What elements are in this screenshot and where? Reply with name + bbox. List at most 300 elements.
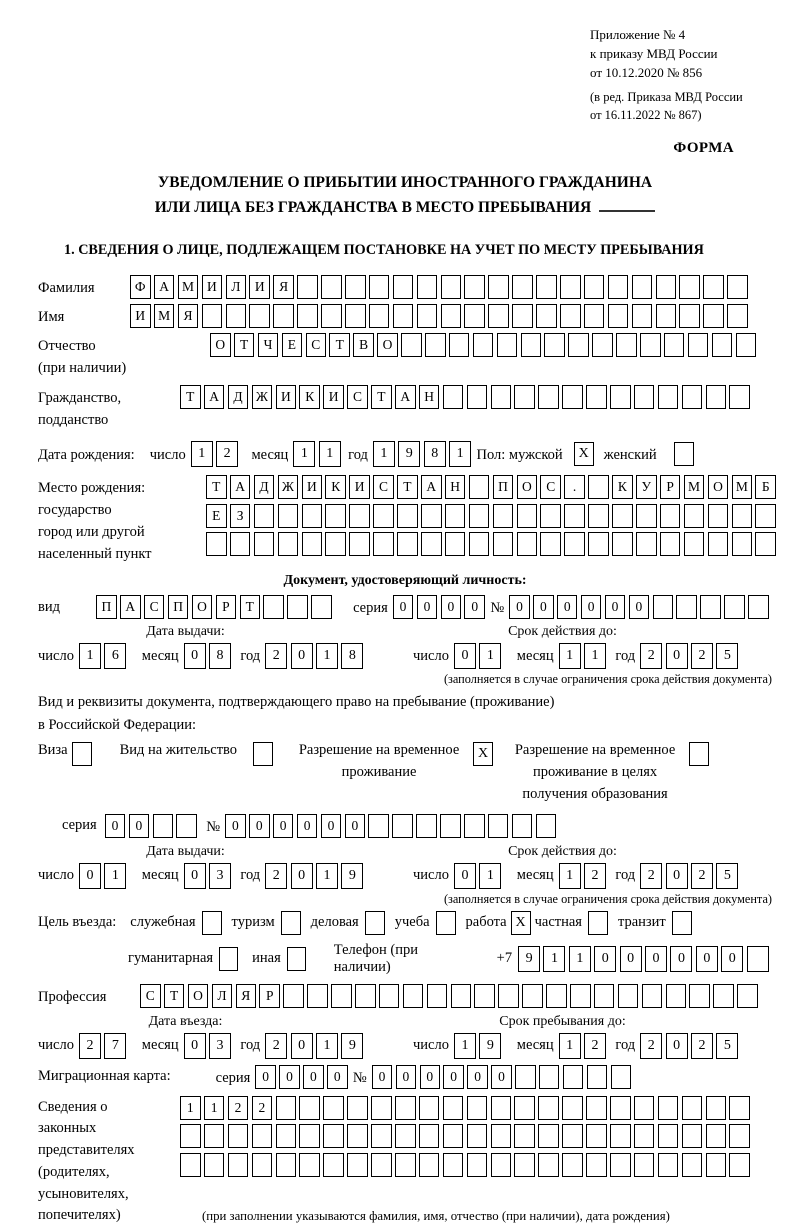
char-cell[interactable]: Ж xyxy=(278,475,299,499)
checkbox-tourism[interactable] xyxy=(281,911,301,935)
char-cell[interactable]: 8 xyxy=(424,441,446,467)
char-cell[interactable] xyxy=(204,1153,225,1177)
char-cell[interactable]: О xyxy=(192,595,213,619)
char-cell[interactable] xyxy=(538,385,559,409)
char-cell[interactable] xyxy=(653,595,674,619)
char-cell[interactable] xyxy=(562,385,583,409)
char-cell[interactable] xyxy=(347,1096,368,1120)
char-cell[interactable]: 0 xyxy=(105,814,126,838)
char-cell[interactable]: 2 xyxy=(640,863,662,889)
char-cell[interactable] xyxy=(393,304,414,328)
char-cell[interactable] xyxy=(563,1065,584,1089)
char-cell[interactable] xyxy=(517,532,538,556)
char-cell[interactable] xyxy=(736,333,757,357)
char-cell[interactable] xyxy=(395,1124,416,1148)
char-cell[interactable]: П xyxy=(96,595,117,619)
char-cell[interactable]: 0 xyxy=(417,595,438,619)
char-cell[interactable]: 0 xyxy=(620,946,642,972)
char-cell[interactable] xyxy=(299,1124,320,1148)
char-cell[interactable] xyxy=(395,1096,416,1120)
char-cell[interactable] xyxy=(729,1096,750,1120)
char-cell[interactable]: К xyxy=(612,475,633,499)
char-cell[interactable] xyxy=(369,275,390,299)
char-cell[interactable] xyxy=(349,504,370,528)
char-cell[interactable]: К xyxy=(325,475,346,499)
char-cell[interactable]: 8 xyxy=(341,643,363,669)
char-cell[interactable] xyxy=(440,814,461,838)
char-cell[interactable]: 2 xyxy=(265,863,287,889)
char-cell[interactable]: О xyxy=(210,333,231,357)
char-cell[interactable] xyxy=(379,984,400,1008)
char-cell[interactable]: Б xyxy=(755,475,776,499)
char-cell[interactable] xyxy=(403,984,424,1008)
char-cell[interactable]: 0 xyxy=(291,643,313,669)
char-cell[interactable]: Р xyxy=(259,984,280,1008)
char-cell[interactable] xyxy=(473,333,494,357)
char-cell[interactable] xyxy=(546,984,567,1008)
char-cell[interactable] xyxy=(445,504,466,528)
char-cell[interactable] xyxy=(323,1124,344,1148)
char-cell[interactable] xyxy=(467,1124,488,1148)
char-cell[interactable]: 0 xyxy=(605,595,626,619)
checkbox-residence-permit[interactable] xyxy=(253,742,273,766)
char-cell[interactable] xyxy=(592,333,613,357)
char-cell[interactable] xyxy=(632,275,653,299)
char-cell[interactable] xyxy=(347,1153,368,1177)
char-cell[interactable]: 0 xyxy=(581,595,602,619)
char-cell[interactable]: С xyxy=(540,475,561,499)
char-cell[interactable]: И xyxy=(130,304,151,328)
char-cell[interactable]: Е xyxy=(206,504,227,528)
char-cell[interactable] xyxy=(417,275,438,299)
char-cell[interactable]: Т xyxy=(164,984,185,1008)
char-cell[interactable]: А xyxy=(395,385,416,409)
char-cell[interactable]: 0 xyxy=(291,863,313,889)
char-cell[interactable] xyxy=(706,385,727,409)
char-cell[interactable] xyxy=(395,1153,416,1177)
char-cell[interactable]: Ч xyxy=(258,333,279,357)
char-cell[interactable] xyxy=(371,1096,392,1120)
char-cell[interactable] xyxy=(634,1096,655,1120)
char-cell[interactable]: 2 xyxy=(252,1096,273,1120)
char-cell[interactable] xyxy=(732,504,753,528)
char-cell[interactable] xyxy=(634,385,655,409)
char-cell[interactable]: . xyxy=(564,475,585,499)
char-cell[interactable]: 0 xyxy=(393,595,414,619)
char-cell[interactable] xyxy=(474,984,495,1008)
char-cell[interactable]: А xyxy=(204,385,225,409)
char-cell[interactable] xyxy=(347,1124,368,1148)
char-cell[interactable] xyxy=(321,275,342,299)
char-cell[interactable] xyxy=(299,1096,320,1120)
char-cell[interactable]: И xyxy=(202,275,223,299)
char-cell[interactable] xyxy=(682,1153,703,1177)
char-cell[interactable]: 0 xyxy=(670,946,692,972)
char-cell[interactable] xyxy=(562,1096,583,1120)
char-cell[interactable] xyxy=(539,1065,560,1089)
char-cell[interactable]: О xyxy=(188,984,209,1008)
char-cell[interactable] xyxy=(297,275,318,299)
char-cell[interactable] xyxy=(345,275,366,299)
char-cell[interactable]: 0 xyxy=(372,1065,393,1089)
char-cell[interactable] xyxy=(748,595,769,619)
char-cell[interactable]: 0 xyxy=(629,595,650,619)
char-cell[interactable]: 5 xyxy=(716,863,738,889)
char-cell[interactable]: 1 xyxy=(191,441,213,467)
char-cell[interactable] xyxy=(491,1124,512,1148)
char-cell[interactable] xyxy=(176,814,197,838)
char-cell[interactable] xyxy=(656,275,677,299)
char-cell[interactable] xyxy=(634,1124,655,1148)
char-cell[interactable] xyxy=(252,1153,273,1177)
char-cell[interactable]: 1 xyxy=(559,1033,581,1059)
char-cell[interactable] xyxy=(514,385,535,409)
checkbox-female[interactable] xyxy=(674,442,694,466)
char-cell[interactable] xyxy=(656,304,677,328)
char-cell[interactable] xyxy=(228,1124,249,1148)
char-cell[interactable] xyxy=(427,984,448,1008)
char-cell[interactable] xyxy=(724,595,745,619)
char-cell[interactable] xyxy=(491,1153,512,1177)
char-cell[interactable]: 1 xyxy=(479,863,501,889)
char-cell[interactable]: Л xyxy=(212,984,233,1008)
char-cell[interactable]: А xyxy=(230,475,251,499)
char-cell[interactable]: 0 xyxy=(297,814,318,838)
char-cell[interactable] xyxy=(586,1096,607,1120)
char-cell[interactable] xyxy=(755,504,776,528)
char-cell[interactable] xyxy=(445,532,466,556)
char-cell[interactable] xyxy=(586,1153,607,1177)
char-cell[interactable]: 9 xyxy=(341,863,363,889)
char-cell[interactable] xyxy=(371,1124,392,1148)
char-cell[interactable]: Я xyxy=(178,304,199,328)
char-cell[interactable] xyxy=(441,304,462,328)
char-cell[interactable]: С xyxy=(144,595,165,619)
char-cell[interactable] xyxy=(568,333,589,357)
char-cell[interactable]: Т xyxy=(206,475,227,499)
char-cell[interactable] xyxy=(706,1096,727,1120)
char-cell[interactable] xyxy=(611,1065,632,1089)
char-cell[interactable]: 6 xyxy=(104,643,126,669)
char-cell[interactable] xyxy=(682,1124,703,1148)
char-cell[interactable] xyxy=(323,1153,344,1177)
char-cell[interactable]: В xyxy=(353,333,374,357)
char-cell[interactable]: 3 xyxy=(209,1033,231,1059)
char-cell[interactable] xyxy=(467,1096,488,1120)
char-cell[interactable] xyxy=(421,504,442,528)
char-cell[interactable] xyxy=(464,814,485,838)
char-cell[interactable] xyxy=(610,385,631,409)
checkbox-male[interactable]: X xyxy=(574,442,594,466)
char-cell[interactable]: 2 xyxy=(691,643,713,669)
char-cell[interactable] xyxy=(397,532,418,556)
char-cell[interactable]: С xyxy=(373,475,394,499)
char-cell[interactable]: 1 xyxy=(180,1096,201,1120)
char-cell[interactable] xyxy=(538,1153,559,1177)
char-cell[interactable]: 0 xyxy=(273,814,294,838)
char-cell[interactable]: Т xyxy=(397,475,418,499)
char-cell[interactable]: 0 xyxy=(509,595,530,619)
char-cell[interactable] xyxy=(180,1153,201,1177)
char-cell[interactable] xyxy=(397,504,418,528)
char-cell[interactable] xyxy=(443,385,464,409)
char-cell[interactable]: 0 xyxy=(491,1065,512,1089)
char-cell[interactable] xyxy=(323,1096,344,1120)
char-cell[interactable]: 0 xyxy=(666,863,688,889)
char-cell[interactable] xyxy=(640,333,661,357)
char-cell[interactable]: Я xyxy=(273,275,294,299)
char-cell[interactable] xyxy=(747,946,769,972)
char-cell[interactable] xyxy=(443,1096,464,1120)
char-cell[interactable] xyxy=(325,532,346,556)
char-cell[interactable]: С xyxy=(140,984,161,1008)
char-cell[interactable] xyxy=(755,532,776,556)
char-cell[interactable]: 0 xyxy=(184,643,206,669)
char-cell[interactable] xyxy=(421,532,442,556)
char-cell[interactable] xyxy=(249,304,270,328)
char-cell[interactable] xyxy=(512,304,533,328)
char-cell[interactable] xyxy=(368,814,389,838)
char-cell[interactable] xyxy=(252,1124,273,1148)
char-cell[interactable] xyxy=(287,595,308,619)
char-cell[interactable] xyxy=(608,275,629,299)
char-cell[interactable] xyxy=(618,984,639,1008)
checkbox-private[interactable] xyxy=(588,911,608,935)
char-cell[interactable]: 1 xyxy=(373,441,395,467)
char-cell[interactable] xyxy=(564,504,585,528)
char-cell[interactable] xyxy=(373,532,394,556)
char-cell[interactable]: Я xyxy=(236,984,257,1008)
char-cell[interactable] xyxy=(393,275,414,299)
char-cell[interactable] xyxy=(560,304,581,328)
char-cell[interactable] xyxy=(493,504,514,528)
char-cell[interactable]: Е xyxy=(282,333,303,357)
char-cell[interactable] xyxy=(564,532,585,556)
char-cell[interactable] xyxy=(521,333,542,357)
char-cell[interactable] xyxy=(632,304,653,328)
char-cell[interactable] xyxy=(425,333,446,357)
char-cell[interactable]: М xyxy=(178,275,199,299)
char-cell[interactable]: А xyxy=(421,475,442,499)
char-cell[interactable] xyxy=(514,1153,535,1177)
char-cell[interactable] xyxy=(538,1124,559,1148)
char-cell[interactable] xyxy=(727,275,748,299)
char-cell[interactable] xyxy=(517,504,538,528)
char-cell[interactable] xyxy=(514,1124,535,1148)
char-cell[interactable] xyxy=(658,1124,679,1148)
char-cell[interactable] xyxy=(660,504,681,528)
char-cell[interactable] xyxy=(153,814,174,838)
char-cell[interactable] xyxy=(299,1153,320,1177)
char-cell[interactable] xyxy=(610,1096,631,1120)
char-cell[interactable] xyxy=(349,532,370,556)
checkbox-temp-residence-education[interactable] xyxy=(689,742,709,766)
char-cell[interactable]: 0 xyxy=(321,814,342,838)
char-cell[interactable]: Т xyxy=(371,385,392,409)
char-cell[interactable] xyxy=(278,504,299,528)
char-cell[interactable]: К xyxy=(299,385,320,409)
char-cell[interactable] xyxy=(491,1096,512,1120)
char-cell[interactable]: Р xyxy=(660,475,681,499)
char-cell[interactable] xyxy=(666,984,687,1008)
char-cell[interactable]: Л xyxy=(226,275,247,299)
char-cell[interactable] xyxy=(497,333,518,357)
char-cell[interactable] xyxy=(570,984,591,1008)
checkbox-visa[interactable] xyxy=(72,742,92,766)
char-cell[interactable] xyxy=(536,275,557,299)
char-cell[interactable]: И xyxy=(323,385,344,409)
char-cell[interactable] xyxy=(562,1153,583,1177)
char-cell[interactable]: 1 xyxy=(104,863,126,889)
char-cell[interactable]: 0 xyxy=(454,643,476,669)
char-cell[interactable] xyxy=(584,304,605,328)
char-cell[interactable] xyxy=(642,984,663,1008)
char-cell[interactable] xyxy=(302,532,323,556)
char-cell[interactable]: П xyxy=(168,595,189,619)
char-cell[interactable]: М xyxy=(684,475,705,499)
checkbox-work[interactable]: X xyxy=(511,911,531,935)
char-cell[interactable] xyxy=(180,1124,201,1148)
char-cell[interactable]: И xyxy=(302,475,323,499)
char-cell[interactable]: 2 xyxy=(584,863,606,889)
char-cell[interactable] xyxy=(682,1096,703,1120)
char-cell[interactable] xyxy=(276,1153,297,1177)
char-cell[interactable] xyxy=(684,532,705,556)
char-cell[interactable] xyxy=(729,1124,750,1148)
char-cell[interactable]: 7 xyxy=(104,1033,126,1059)
char-cell[interactable] xyxy=(684,504,705,528)
char-cell[interactable] xyxy=(491,385,512,409)
char-cell[interactable]: 1 xyxy=(543,946,565,972)
char-cell[interactable] xyxy=(729,385,750,409)
char-cell[interactable]: 0 xyxy=(279,1065,300,1089)
char-cell[interactable]: 2 xyxy=(265,1033,287,1059)
checkbox-humanitarian[interactable] xyxy=(219,947,238,971)
char-cell[interactable]: 0 xyxy=(255,1065,276,1089)
char-cell[interactable]: 0 xyxy=(454,863,476,889)
char-cell[interactable] xyxy=(584,275,605,299)
char-cell[interactable] xyxy=(729,1153,750,1177)
char-cell[interactable]: 1 xyxy=(569,946,591,972)
char-cell[interactable] xyxy=(276,1124,297,1148)
char-cell[interactable] xyxy=(512,814,533,838)
char-cell[interactable] xyxy=(498,984,519,1008)
char-cell[interactable] xyxy=(226,304,247,328)
char-cell[interactable]: 9 xyxy=(398,441,420,467)
char-cell[interactable] xyxy=(544,333,565,357)
char-cell[interactable] xyxy=(660,532,681,556)
char-cell[interactable]: Т xyxy=(180,385,201,409)
char-cell[interactable] xyxy=(610,1153,631,1177)
char-cell[interactable] xyxy=(634,1153,655,1177)
char-cell[interactable] xyxy=(658,1153,679,1177)
char-cell[interactable]: 1 xyxy=(559,863,581,889)
char-cell[interactable] xyxy=(540,504,561,528)
char-cell[interactable]: 2 xyxy=(691,1033,713,1059)
char-cell[interactable] xyxy=(658,1096,679,1120)
char-cell[interactable]: Д xyxy=(254,475,275,499)
char-cell[interactable] xyxy=(331,984,352,1008)
char-cell[interactable]: П xyxy=(493,475,514,499)
char-cell[interactable] xyxy=(443,1153,464,1177)
char-cell[interactable] xyxy=(451,984,472,1008)
char-cell[interactable] xyxy=(612,504,633,528)
char-cell[interactable] xyxy=(467,385,488,409)
char-cell[interactable] xyxy=(713,984,734,1008)
char-cell[interactable] xyxy=(636,532,657,556)
char-cell[interactable]: Н xyxy=(445,475,466,499)
char-cell[interactable] xyxy=(708,532,729,556)
char-cell[interactable] xyxy=(419,1153,440,1177)
char-cell[interactable] xyxy=(416,814,437,838)
char-cell[interactable] xyxy=(676,595,697,619)
char-cell[interactable]: 5 xyxy=(716,1033,738,1059)
char-cell[interactable] xyxy=(443,1124,464,1148)
char-cell[interactable]: 1 xyxy=(316,1033,338,1059)
char-cell[interactable]: 0 xyxy=(666,643,688,669)
char-cell[interactable] xyxy=(228,1153,249,1177)
char-cell[interactable]: О xyxy=(517,475,538,499)
char-cell[interactable] xyxy=(230,532,251,556)
char-cell[interactable]: 0 xyxy=(696,946,718,972)
char-cell[interactable]: 1 xyxy=(559,643,581,669)
char-cell[interactable]: 0 xyxy=(291,1033,313,1059)
char-cell[interactable] xyxy=(419,1124,440,1148)
char-cell[interactable] xyxy=(254,504,275,528)
char-cell[interactable] xyxy=(355,984,376,1008)
char-cell[interactable] xyxy=(392,814,413,838)
char-cell[interactable] xyxy=(515,1065,536,1089)
char-cell[interactable] xyxy=(594,984,615,1008)
char-cell[interactable]: 1 xyxy=(79,643,101,669)
char-cell[interactable] xyxy=(469,475,490,499)
char-cell[interactable]: 0 xyxy=(443,1065,464,1089)
char-cell[interactable]: А xyxy=(154,275,175,299)
char-cell[interactable]: 3 xyxy=(209,863,231,889)
char-cell[interactable]: 0 xyxy=(441,595,462,619)
char-cell[interactable]: И xyxy=(276,385,297,409)
char-cell[interactable] xyxy=(512,275,533,299)
char-cell[interactable] xyxy=(522,984,543,1008)
char-cell[interactable] xyxy=(612,532,633,556)
char-cell[interactable] xyxy=(658,385,679,409)
char-cell[interactable]: 9 xyxy=(341,1033,363,1059)
char-cell[interactable]: 1 xyxy=(449,441,471,467)
char-cell[interactable]: 1 xyxy=(319,441,341,467)
char-cell[interactable] xyxy=(254,532,275,556)
char-cell[interactable] xyxy=(536,304,557,328)
char-cell[interactable]: 1 xyxy=(479,643,501,669)
char-cell[interactable] xyxy=(679,304,700,328)
char-cell[interactable] xyxy=(727,304,748,328)
char-cell[interactable] xyxy=(283,984,304,1008)
char-cell[interactable]: Д xyxy=(228,385,249,409)
char-cell[interactable] xyxy=(325,504,346,528)
char-cell[interactable] xyxy=(538,1096,559,1120)
char-cell[interactable]: 0 xyxy=(184,1033,206,1059)
char-cell[interactable]: Т xyxy=(234,333,255,357)
char-cell[interactable] xyxy=(297,304,318,328)
char-cell[interactable] xyxy=(371,1153,392,1177)
char-cell[interactable] xyxy=(712,333,733,357)
char-cell[interactable]: А xyxy=(120,595,141,619)
char-cell[interactable] xyxy=(311,595,332,619)
char-cell[interactable] xyxy=(688,333,709,357)
char-cell[interactable] xyxy=(417,304,438,328)
char-cell[interactable] xyxy=(540,532,561,556)
char-cell[interactable] xyxy=(586,385,607,409)
char-cell[interactable] xyxy=(514,1096,535,1120)
